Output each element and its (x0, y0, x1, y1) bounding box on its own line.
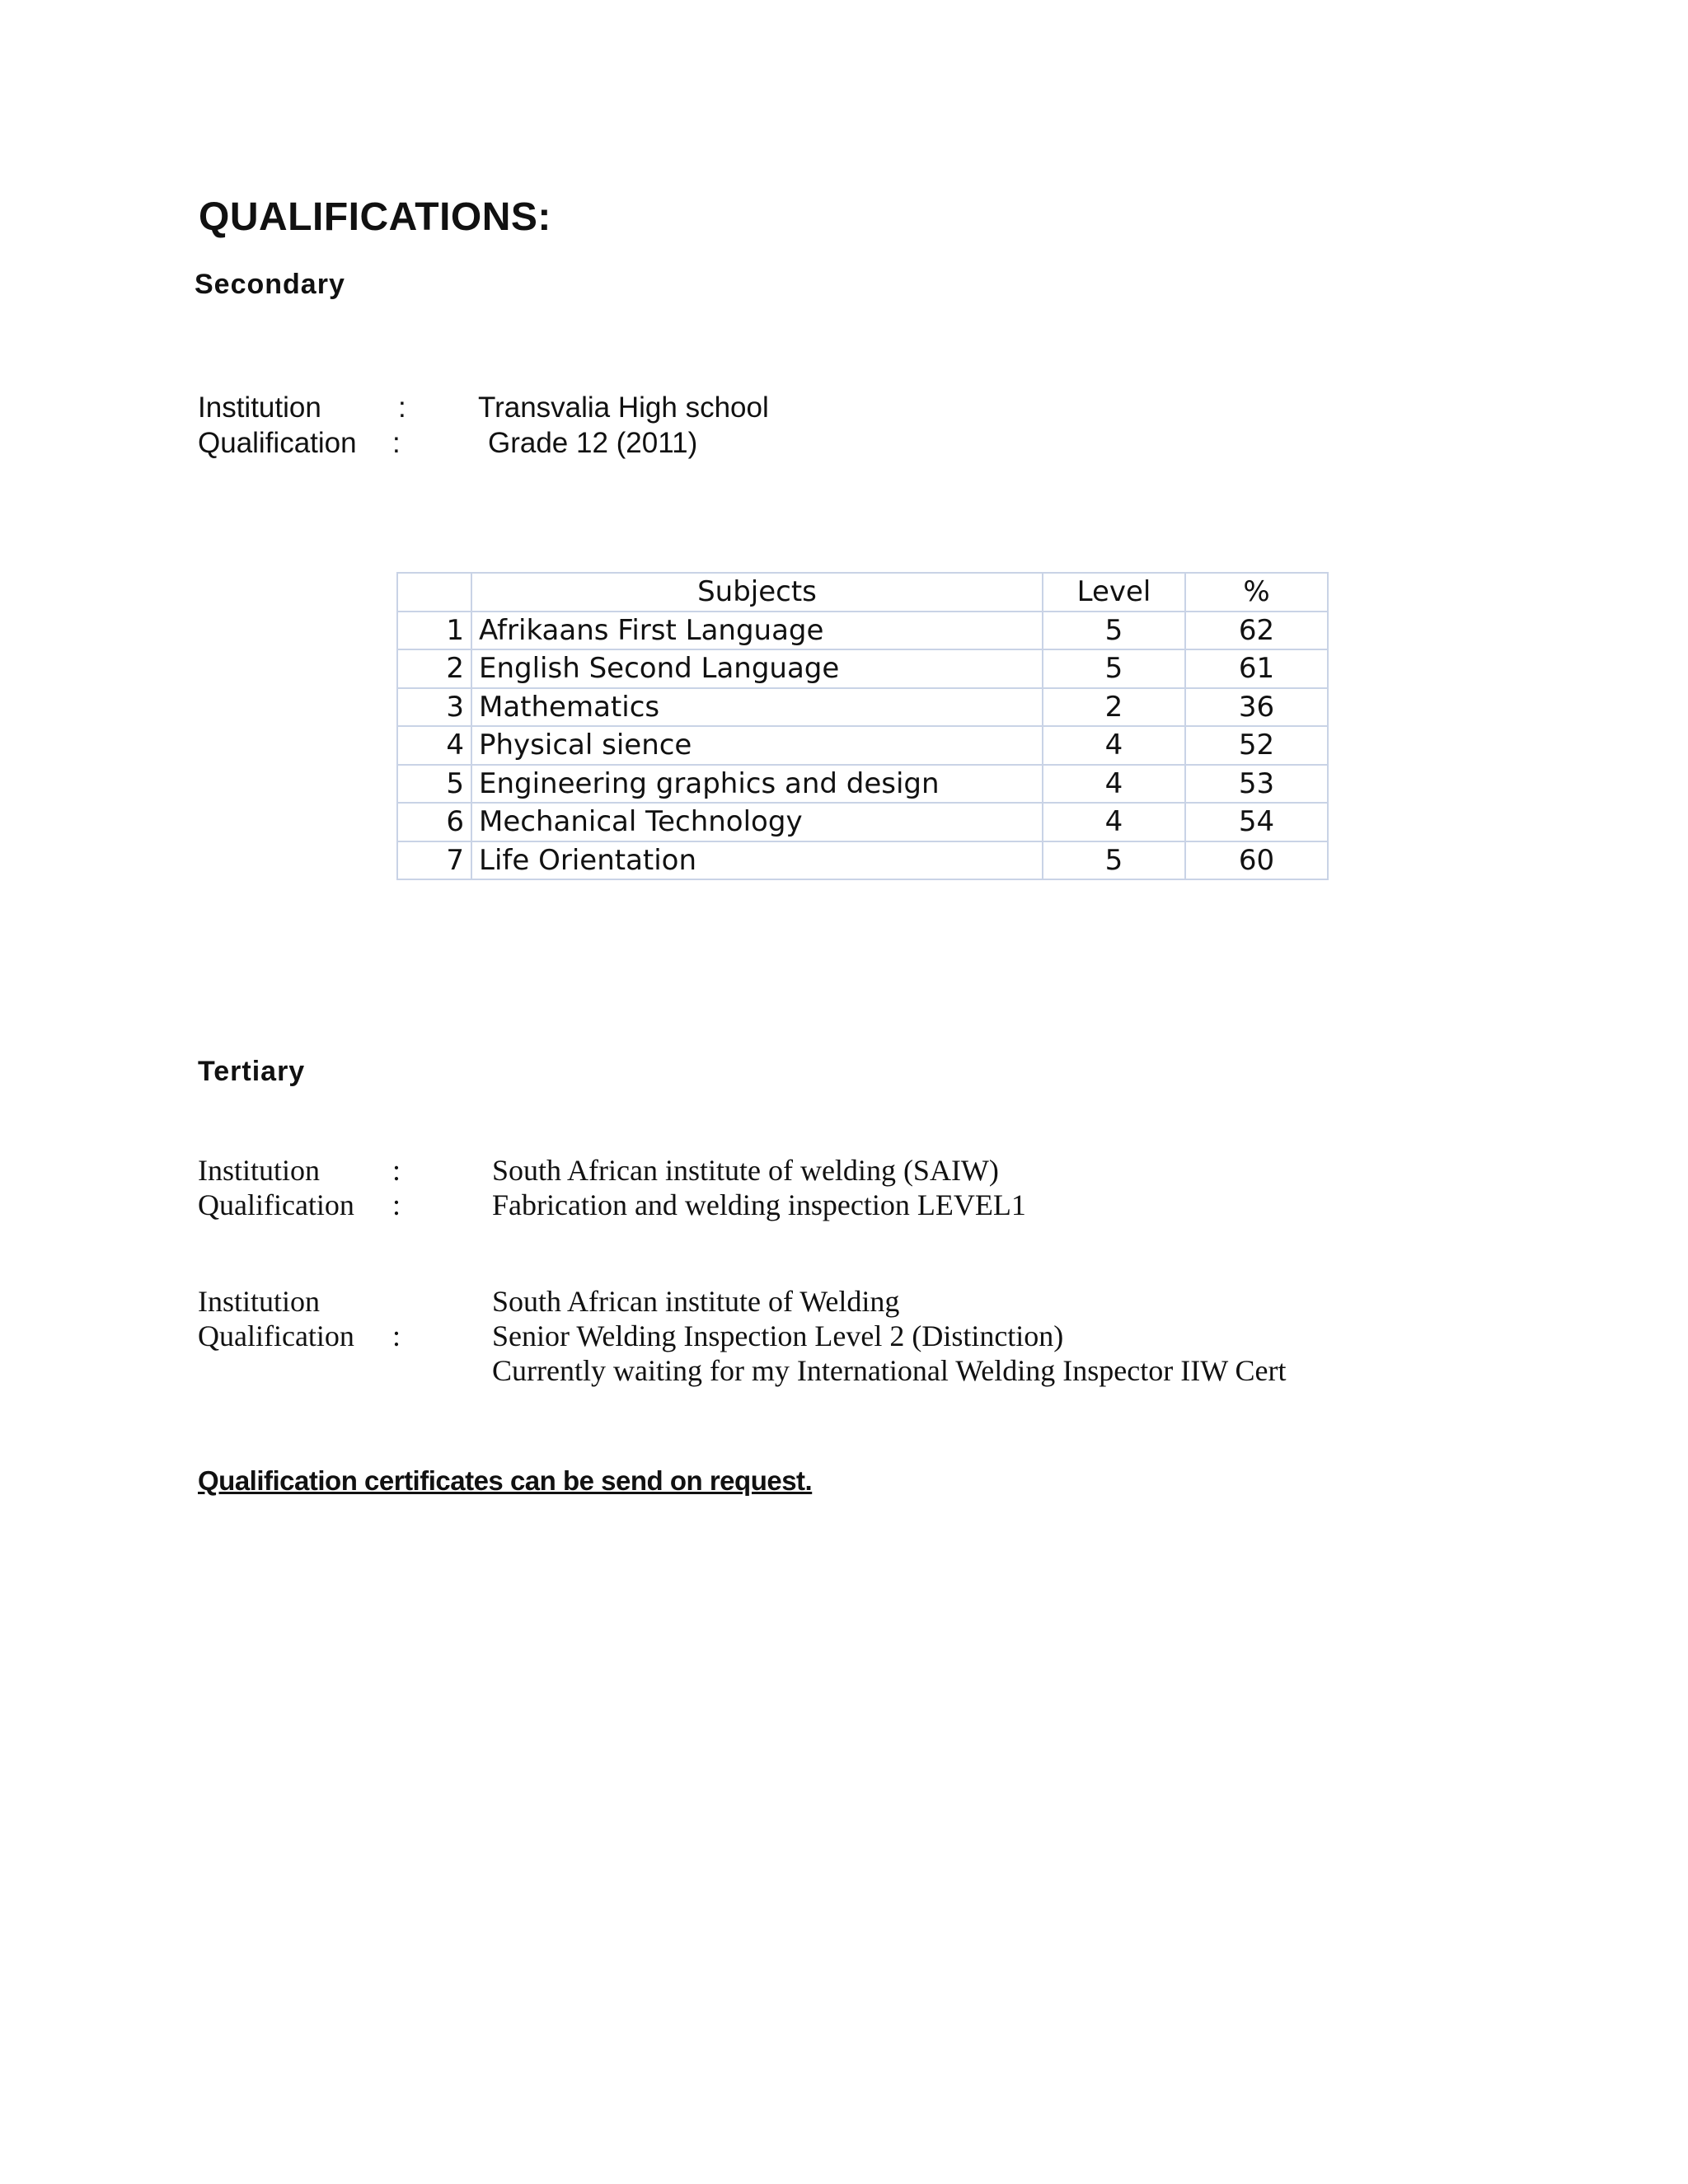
row-level: 5 (1043, 841, 1185, 880)
row-percent: 36 (1185, 688, 1328, 727)
row-level: 5 (1043, 612, 1185, 650)
row-subject: Afrikaans First Language (471, 612, 1043, 650)
row-number: 7 (397, 841, 471, 880)
row-number: 1 (397, 612, 471, 650)
row-subject: Mechanical Technology (471, 803, 1043, 841)
tertiary-heading: Tertiary (198, 1056, 306, 1087)
secondary-institution-value: Transvalia High school (478, 391, 769, 424)
row-level: 4 (1043, 726, 1185, 765)
tertiary-2-qualification-value: Senior Welding Inspection Level 2 (Distinction) (492, 1319, 1064, 1352)
table-row (397, 612, 1328, 650)
row-number: 5 (397, 765, 471, 804)
row-subject: Life Orientation (471, 841, 1043, 880)
tertiary-2-institution-value: South African institute of Welding (492, 1285, 900, 1318)
table-row (397, 726, 1328, 765)
row-percent: 60 (1185, 841, 1328, 880)
row-subject: Mathematics (471, 688, 1043, 727)
header-percent: % (1185, 573, 1328, 612)
row-level: 4 (1043, 803, 1185, 841)
secondary-qualification-label: Qualification (198, 427, 357, 459)
certificates-note: Qualification certificates can be send on request. (198, 1465, 813, 1496)
row-subject: Engineering graphics and design (471, 765, 1043, 804)
tertiary-2-institution-label: Institution (198, 1285, 321, 1318)
table-header-row (397, 573, 1328, 612)
table-row (397, 841, 1328, 880)
subjects-table (396, 572, 1329, 880)
row-subject: Physical sience (471, 726, 1043, 765)
header-level: Level (1043, 573, 1185, 612)
row-number: 2 (397, 649, 471, 688)
tertiary-2-qualification-label: Qualification (198, 1319, 354, 1352)
row-number: 3 (397, 688, 471, 727)
table-row (397, 688, 1328, 727)
row-percent: 54 (1185, 803, 1328, 841)
row-number: 6 (397, 803, 471, 841)
tertiary-1-qualification-label: Qualification (198, 1188, 354, 1221)
tertiary-2-note: Currently waiting for my International Welding Inspector IIW Cert (492, 1354, 1287, 1387)
secondary-qualification-value: Grade 12 (2011) (488, 427, 698, 459)
header-subjects: Subjects (471, 573, 1043, 612)
tertiary-1-institution-colon: : (392, 1154, 401, 1187)
secondary-institution-colon: : (398, 391, 406, 424)
row-level: 5 (1043, 649, 1185, 688)
page-title: QUALIFICATIONS: (199, 195, 551, 239)
tertiary-1-qualification-colon: : (392, 1188, 401, 1221)
tertiary-1-institution-value: South African institute of welding (SAIW) (492, 1154, 999, 1187)
row-subject: English Second Language (471, 649, 1043, 688)
header-number (397, 573, 471, 612)
table-row (397, 649, 1328, 688)
row-level: 4 (1043, 765, 1185, 804)
secondary-qualification-colon: : (392, 427, 401, 459)
row-number: 4 (397, 726, 471, 765)
secondary-institution-label: Institution (198, 391, 321, 424)
row-percent: 61 (1185, 649, 1328, 688)
tertiary-2-qualification-colon: : (392, 1319, 401, 1352)
tertiary-1-qualification-value: Fabrication and welding inspection LEVEL1 (492, 1188, 1026, 1221)
row-percent: 53 (1185, 765, 1328, 804)
table-row (397, 765, 1328, 804)
row-percent: 62 (1185, 612, 1328, 650)
tertiary-1-institution-label: Institution (198, 1154, 321, 1187)
table-row (397, 803, 1328, 841)
secondary-heading: Secondary (195, 269, 345, 300)
row-level: 2 (1043, 688, 1185, 727)
row-percent: 52 (1185, 726, 1328, 765)
